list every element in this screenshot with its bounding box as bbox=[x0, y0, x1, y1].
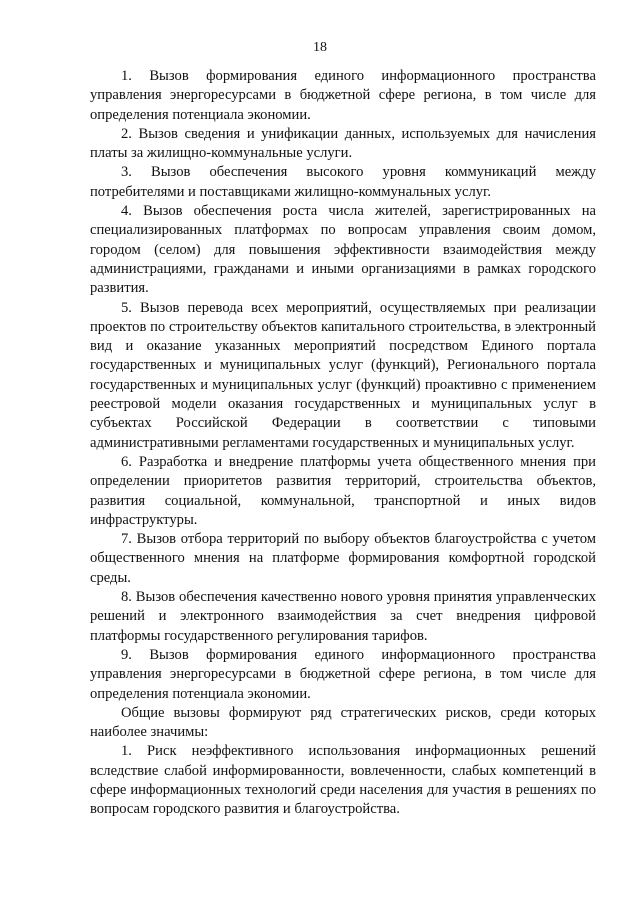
document-body bbox=[90, 67, 596, 820]
paragraph-challenge-3: 3. Вызов обеспечения высокого уровня коммуникаций между потребителями и поставщиками жилищно-коммунальных услуг. bbox=[90, 164, 596, 200]
paragraph-challenge-4: 4. Вызов обеспечения роста числа жителей, зарегистрированных на специализированных платформах по вопросам управления своим домом, городом (селом) для повышения эффективности взаимодействия между администрациями, гражданами и иными организациями в рамках городского развития. bbox=[90, 203, 596, 297]
paragraph-challenge-9: 9. Вызов формирования единого информационного пространства управления энергоресурсами в бюджетной сфере региона, в том числе для определения потенциала экономии. bbox=[90, 646, 596, 702]
paragraph-challenge-7: 7. Вызов отбора территорий по выбору объектов благоустройства с учетом общественного мнения на платформе формирования комфортной городской среды. bbox=[90, 531, 596, 586]
page-number: 18 bbox=[313, 40, 327, 55]
paragraph-challenge-2: 2. Вызов сведения и унификации данных, используемых для начисления платы за жилищно-коммунальные услуги. bbox=[90, 125, 596, 162]
paragraph-challenge-8: 8. Вызов обеспечения качественно нового уровня принятия управленческих решений и электронного взаимодействия за счет внедрения цифровой платформы государственного регулирования тарифов. bbox=[90, 589, 596, 644]
paragraph-challenge-5: 5. Вызов перевода всех мероприятий, осуществляемых при реализации проектов по строительству объектов капитального строительства, в электронный вид и оказание указанных мероприятий посредством Единого портала государственных и муниципальных услуг (функций), Регионального портала государственных и муниципальных услуг (функций) проактивно с применением реестровой модели оказания государственных и муниципальных услуг в субъектах Российской Федерации в соответствии с типовыми административными регламентами государственных и муниципальных услуг. bbox=[90, 299, 596, 451]
paragraph-risk-1: 1. Риск неэффективного использования информационных решений вследствие слабой информированности, вовлеченности, слабых компетенций в сфере информационных технологий среди населения для участия в решениях по вопросам городского развития и благоустройства. bbox=[90, 743, 596, 818]
paragraph-challenge-1: 1. Вызов формирования единого информационного пространства управления энергоресурсами в бюджетной сфере региона, в том числе для определения потенциала экономии. bbox=[90, 68, 596, 123]
paragraph-risks-intro: Общие вызовы формируют ряд стратегических рисков, среди которых наиболее значимы: bbox=[90, 704, 596, 741]
paragraph-challenge-6: 6. Разработка и внедрение платформы учета общественного мнения при определении приоритетов развития территорий, строительства объектов, развития социальной, коммунальной, транспортной и иных видов инфраструктуры. bbox=[90, 453, 596, 528]
